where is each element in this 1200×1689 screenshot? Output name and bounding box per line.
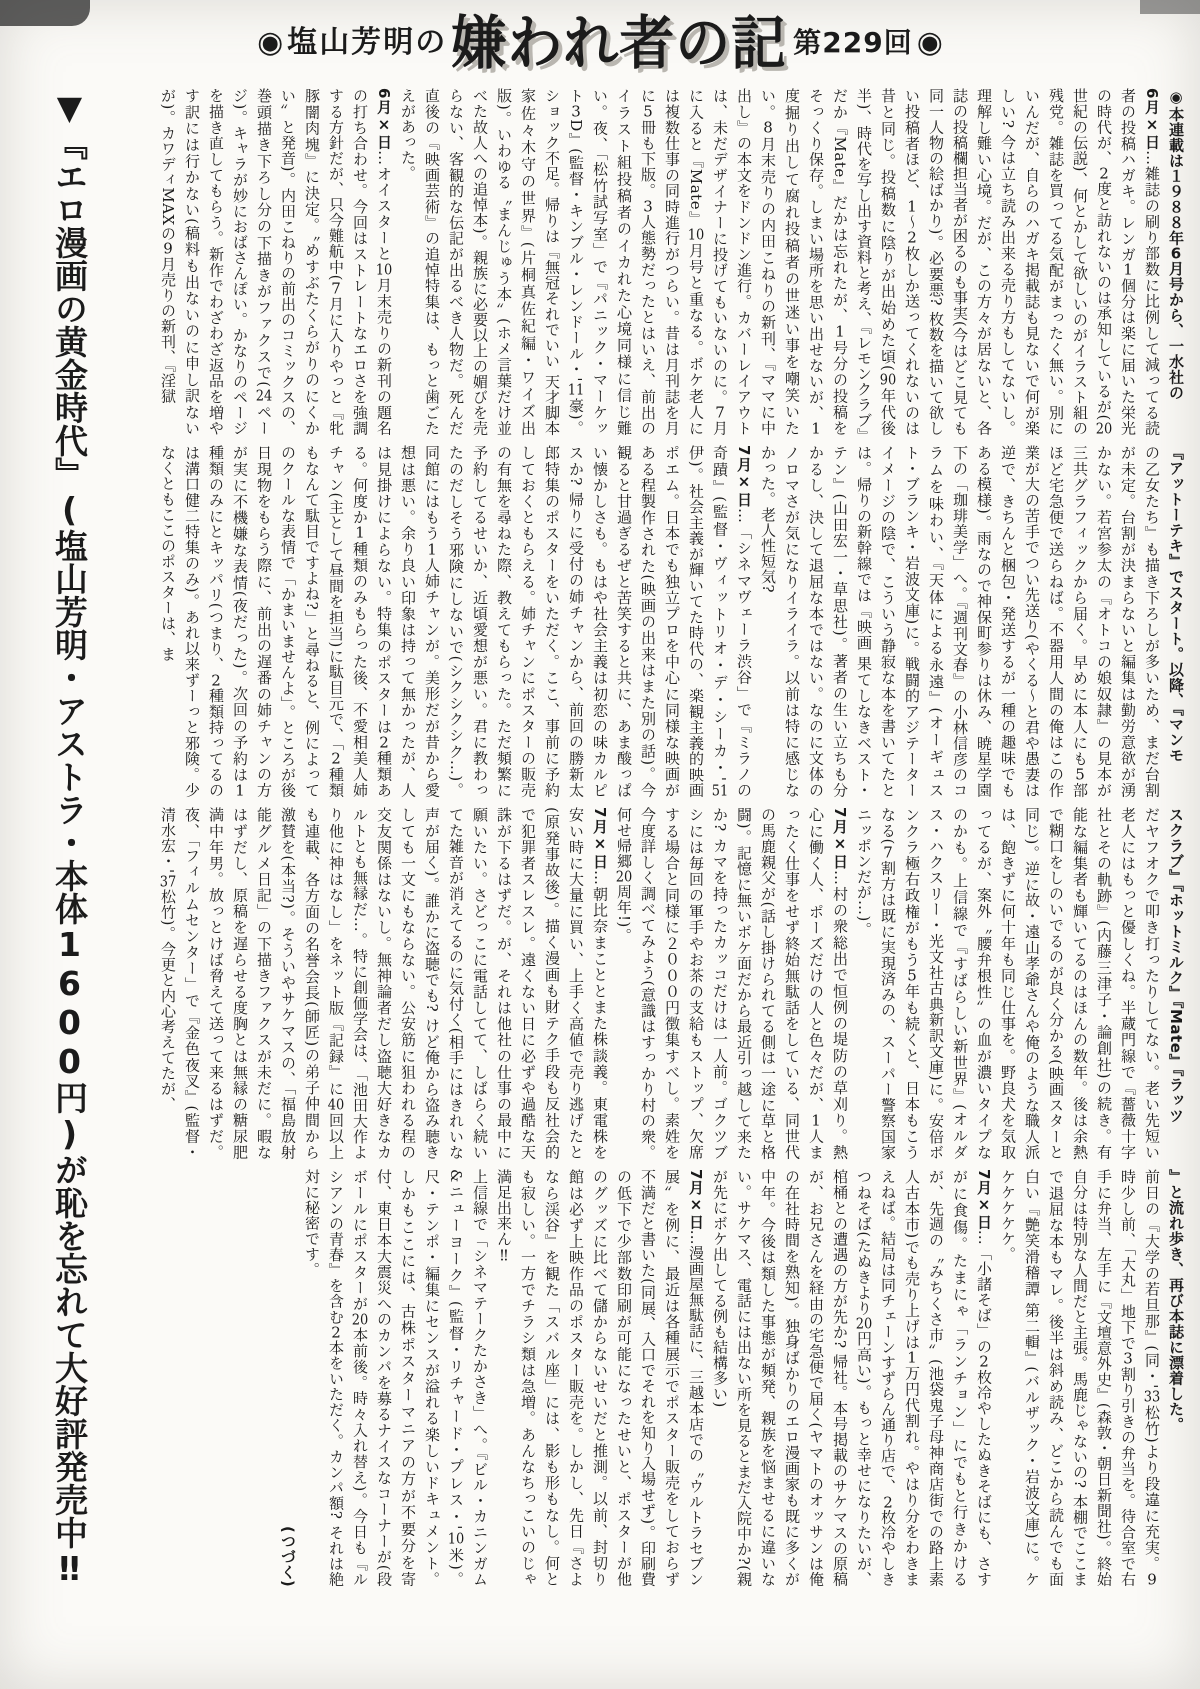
text-band-1 <box>128 88 1188 436</box>
book-ad-headline: ▼『エロ漫画の黄金時代』(塩山芳明・アストラ・本体1600円)が恥を忘れて大好評発売中‼ <box>50 88 89 1588</box>
diary-paragraph: 前日の『大学の若旦那』(同・'33松竹)より段違に充実。9時少し前、「大丸」地下で3割り引きの弁当を。待合室で右手に弁当、左手に『文壇意外史』(森敦・朝日新聞社)。終始自分は特別な人間だと主張。馬鹿じゃないの? 本棚でここまで退屈な本もマレ。後半は斜め読み、どこから読んでも面白い『艶笑滑稽譚 第二輯』(バルザック・岩波文庫)に。ケケケケケケ。 <box>999 1169 1161 1587</box>
diary-paragraph: だヤフオクで叩き打ったりしてない。老い先短い老人にはもっと優しくね。半蔵門線で『薔薇十字社とその軌跡』(内藤三津子・論創社)の続き。有能な編集者も輝いてるのはほんの数年。後は余熱で糊口をしのいでるのが良く分かる(映画スターと同じ)。逆に故・遠山孝爺さんや俺のような職人派は、飽きずに何十年も同じ仕事を。野良犬を気取ってるが、案外〝腰弁根性〟の血が濃いタイプなのかも。上信線で『すばらしい新世界』(オルダス・ハクスリー・光文社古典新訳文庫)に。安倍ボンクラ極右政権がもう5年も続くと、日本もこうなる(7割方は既に実現済みの、スーパー警察国家ニッポンだが…)。 <box>855 807 1161 1160</box>
masthead-right-mark-icon: ◉ <box>916 25 943 60</box>
diary-paragraph: 上信線で「シネマテークたかさき」へ。『ビル・カニンガム&ニューヨーク』(監督・リチャード・プレス・'10米)。尺・テンポ・編集にセンスが溢れる楽しいドキュメント。しかもここには、古株ポスターマニアの方が不要分を寄付、東日本大震災へのカンパを募るナイスなコーナーが(段ボールにポスターが20本前後。時々入れ替え)。今日も『ルシアンの青春』を含む2本をいただく。カンパ額? それは絶対に秘密です。 <box>303 1169 489 1587</box>
book-ad-sidebar <box>26 88 112 1608</box>
lead-paragraph: 』と流れ歩き、再び本誌に漂着した。 <box>1167 1169 1185 1433</box>
episode-number: 第229回 <box>793 26 913 59</box>
column-title: 嫌われ者の記 <box>451 8 788 77</box>
page-content <box>0 76 1200 1608</box>
column-masthead <box>0 0 1200 76</box>
lead-paragraph: ◉本連載は１９８８年6月号から、一水社の <box>1167 88 1185 401</box>
masthead-author: 塩山芳明の <box>287 25 448 60</box>
diary-paragraph: 6月×日…雑誌の刷り部数に比例して減ってる読者の投稿ハガキ。レンガ1個分は楽に届いた栄光の時代が、2度と訪れないのは承知しているが(20世紀の伝説)、何とかして欲しいのがイラスト組の残党。雑誌を買ってる気配がまったく無い。別にいんだが、自らのハガキ掲載誌も見ないで何が楽しい? 今は立ち読み出来る売り方もしてないし。理解し難い心境。だが、この方々が居ないと、各誌の投稿欄担当者が困るのも事実(今はどこ見ても同一人物の絵ばかり)。必要悪? 枚数を描いて欲しい投稿者ほど、1〜2枚しか送ってくれないのは昔と同じ。投稿数に陰りが出始めた頃(90年代後半)、時代を写し出す資料と考え、『レモンクラブ』だか『Mate』だかは忘れたが、1号分の投稿をそっくり保存。しまい場所を思い出せないが、1度掘り出して腐れ投稿者の世迷い事を嘲笑いたい。8月末売りの内田こねりの新刊、『ママに中出し』の本文をドンドン進行。カバーレイアウトは、未だデザイナーに投げてもいないのに。7月に入ると『Mate』10月号と重なる。ボケ老人には複数仕事の同時進行がつらい。昔は月刊誌を月に5冊も下版。3人態勢だったとはいえ、前出のイラスト組投稿者のイカれた心境同様に信じ難い。夜、「松竹試写室」で『パニック・マーケット3D』(監督・キンブル・レンドール・'11豪)。ショック不足。帰りは『無冠それでいい 天才脚本家佐々木守の世界』(片桐真佐紀編・ワイズ出版)。いわゆる〝まんじゅう本〟(ホメ言葉だけ並べた故人への追悼本)。親族に必要以上の媚びを売らない、客観的な伝記が出るべき人物だ。死んだ直後の『映画芸術』の追悼特集は、もっと歯ごたえがあった。 <box>399 88 1161 436</box>
diary-paragraph: 7月×日…「小諸そば」の2枚冷やしたぬきそばにも、さすがに食傷。たまにゃ「ランチョン」にでもと行きかけるが、先週の〝みちくさ市〟(池袋鬼子母神商店街での路上素人古本市)でも売り上げは1万円代割れ。やはり分をわきまえねば。結局は同チェーンすずらん通り店で、2枚冷やしきつねそば(たぬきより20円高い)。もっと幸せになりたいが、棺桶との遭遇の方が先か? 帰社。本号掲載のサケマスの原稿が、お兄さんを経由の宅急便で届く(ヤマトのオッサンは俺の在社時間を熟知)。独身ばかりのエロ漫画家も既に多くが中年。今後は類した事態が頻発、親族を悩ませるに違いない。サケマス、電話には出ない所を見るとまだ入院中か?(親が先にボケ出してる例も結構多い) <box>711 1169 993 1587</box>
date-marker: 7月×日 <box>591 807 609 871</box>
text-band-2 <box>128 445 1188 798</box>
continuation-note: (つづく) <box>279 1525 297 1587</box>
date-marker: 7月×日 <box>831 807 849 871</box>
text-band-4 <box>128 1169 1188 1587</box>
date-marker: 7月×日 <box>735 445 753 509</box>
date-marker: 7月×日 <box>975 1169 993 1230</box>
lead-paragraph: スクラブ』『ホットミルク』『Mate』『ラッツ <box>1167 807 1185 1124</box>
text-band-3 <box>128 807 1188 1160</box>
scan-smudge <box>0 0 90 26</box>
diary-paragraph: 7月×日…漫画屋無駄話に、三越本店での〝ウルトラセブン展〟を例に、最近は各種展示でポスター販売をしておらず不満だと書いた(同展、入口でそれを知り入場せず)。印刷費の低下で少部数印刷が可能になったせいと、ポスターが他のグッズに比べて儲からないせいだと推測。以前、封切り館は必ず上映作品のポスター販売を。しかし、先日『さよなら渓谷』を観た「スバル座」には、影も形もなし。何とも寂しい。一方でチラシ類は急増。あんなちっこいのじゃ満足出来ん‼ <box>495 1169 705 1587</box>
date-marker: 6月×日 <box>375 88 393 151</box>
date-marker: 7月×日 <box>687 1169 705 1230</box>
diary-text-bands <box>128 88 1188 1608</box>
diary-paragraph: 7月×日…村の衆総出で恒例の堤防の草刈り。熱心に働く人、ポーズだけの人と色々だが、1人まったく仕事をせず終始無駄話をしている、同世代の馬鹿親父が(話し掛けられてる側は一途に草と格闘)。記憶に無いボケ面だから最近引っ越して来たか? カマを持ったカッコだけは一人前。ゴクツブシには毎回の軍手やお茶の支給もストップ、欠席する場合と同様に２０００円徴集すべし。素姓を今度詳しく調べてみよう(意識はすっかり村の衆。何せ帰郷20周年!)。 <box>615 807 849 1160</box>
diary-paragraph: 7月×日…「シネマヴェーラ渋谷」で『ミラノの奇蹟』(監督・ヴィットリオ・デ・シーカ・'51伊)。社会主義が輝いてた時代の、楽観主義的映画ポエム。日本でも独立プロを中心に同様な映画がある程製作された(映画の出来はまた別の話)。今観ると甘過ぎるぜと苦笑すると共に、あま酸っぱい懐かしさも。もはや社会主義は初恋の味カルピスか? 帰りに受付の姉チャンから、前回の勝新太郎特集のポスターをいただく。ここ、事前に予約しておくともらえる。姉チャンにポスターの販売の有無を尋ねた際、教えてもらった。ただ頻繁に予約してるせいか、近頃愛想が悪い。君に教わったのだしそう邪険にしないで(シクシクシク…)。同館にはもう1人姉チャンが。美形だが昔から愛想は悪い。余り良い印象は持って無かったが、人は見掛けによらない。特集のポスターは2種類ある。何度か1種類のみもらった後、不愛相美人姉チャン(主として昼間を担当)に駄目元で、「2種類もなんて駄目ですよね?」と尋ねると、例によってのクールな表情で「かまいませんよ」。ところが後日現物をもらう際に、前出の遅番の姉チャンの方が実に不機嫌な表情(夜だった)。次回の予約は1種類のみにとキッパリ(つまり、2種類持ってるのは溝口健二特集のみ)。あれ以来ずーっと邪険。少なくともここのポスターは、ま <box>159 445 753 798</box>
diary-paragraph: の乙女たち』も描き下ろしが多いため、まだ台割が未定。台割が決まらないと編集は勤労意欲が湧かない。若宮参太の『オトコの娘奴隷』の見本が三共グラフィックから届く。早めに本人にも5部ほど宅急便で送らねば。不器用人間の俺はこの作業が大の苦手でつい先送り(やくる〜と君や愚妻は逆で、きちんと梱包・発送するが一種の趣味でもある模様)。雨なので神保町参りは休み、暁星学園下の「珈琲美学」へ。『週刊文春』の小林信彦のコラムを味わい、『天体による永遠』(オーギュスト・ブランキ・岩波文庫)に。戦闘的アジテーターイメージの陰で、こういう静寂な本を書いてたとは。帰りの新幹線では『映画 果てしなきベスト・テン』(山田宏一・草思社)。著者の生い立ちも分かるし、決して退屈な本ではない。なのに文体のノロマさが気になりイライラ。以前は特に感じなかった。老人性短気? <box>759 445 1161 798</box>
diary-paragraph: 7月×日…朝比奈まこととまた株談義。東電株を安い時に大量に買い、上手く高値で売り逃げたと(原発事故後)。描く漫画も財テク手段も反社会的で犯罪者スレスレ。遠くない日に必ずや過酷な天誅が下るはずだ。が、それは他社の仕事の最中に願いたい。さどっこに電話してて、しばらく続いてた雑音が消えてるのに気付く(相手にはきれいな声が届く)。誰かに盗聴でも? けど俺から盗み聴きしても一文にもならない。公安筋に狙われる程の交友関係はないし。無神論者だし盗聴大好きなカルトとも無縁だ…。特に創価学会は、「池田大作より他に神はなし」をネット版『記録』に40回以上も連載、各方面の名誉会長(師匠)の弟子仲間から激賛を(本当?)。そういやサケマスの、「福島放射能グルメ日記」の下描きファクスが未だに。暇なはずだし、原稿を遅らせる度胸とは無縁の糖尿肥満中年男。放っとけば脅えて送って来るはずだ。夜、「フィルムセンター」で『金色夜叉』(監督・清水宏・'37松竹)。今更と内心考えてたが、 <box>159 807 609 1160</box>
diary-paragraph: 6月×日…オイスターと10月末売りの新刊の題名の打ち合わせ。今回はストレートなエロさを強調する方針だが、只今難航中(7月に入りやっと『牝豚闇肉塊』に決定。〝めすぶたくらがりのにくかい〟と発音)。内田こねりの前出のコミックスの、巻頭描き下ろし分の下描きがファクスで(24ページ)。キャラが妙におばさんぽい。かなりのページを描き直してもらう。新作でわざわざ返品を増やす訳には行かない(稿料も出ないのに申し訳ないが)。カワディMAXの9月売りの新刊、『淫獄 <box>159 88 393 436</box>
scan-smudge <box>1140 0 1200 14</box>
masthead-left-mark-icon: ◉ <box>257 25 284 60</box>
lead-paragraph: 『アットーテキ』でスタート。以降、『マンモ <box>1167 445 1185 763</box>
date-marker: 6月×日 <box>1143 88 1161 151</box>
